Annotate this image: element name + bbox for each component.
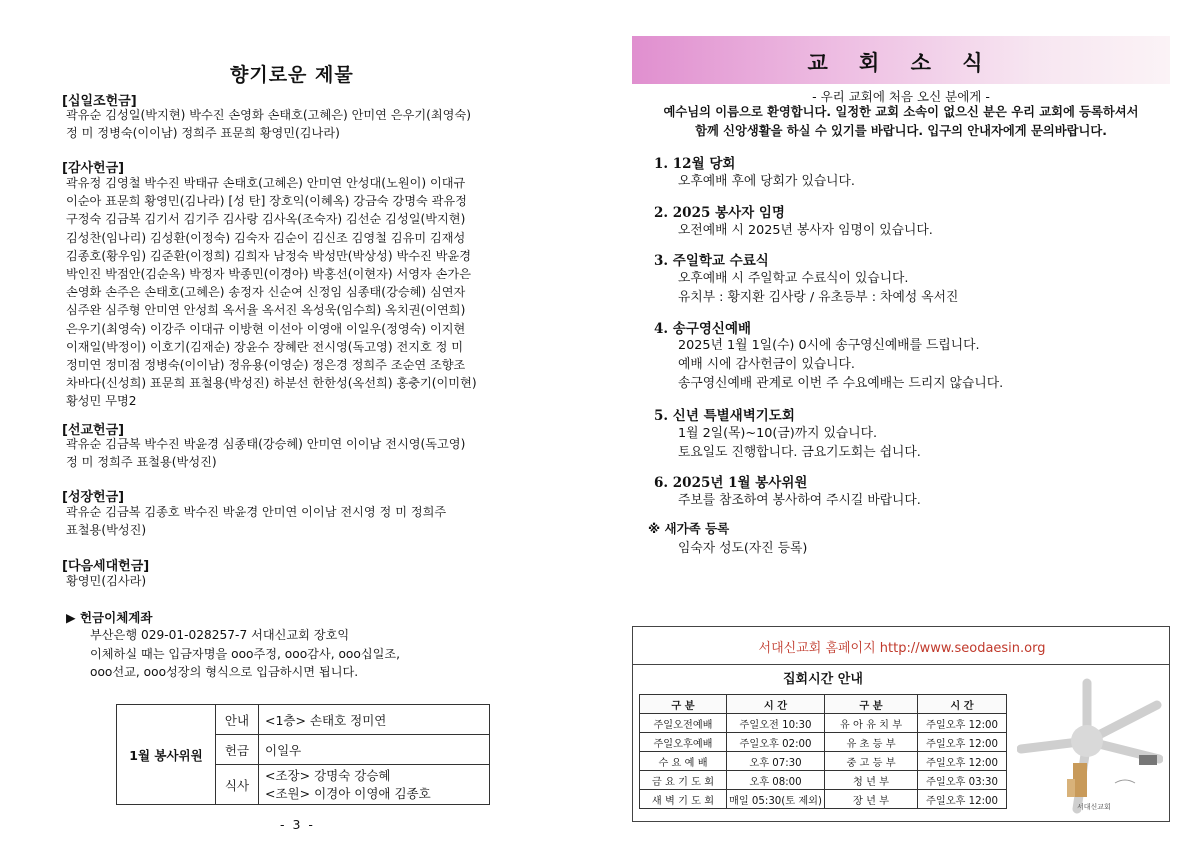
schedule-cell: 유 아 유 치 부 bbox=[825, 714, 918, 733]
volunteer-category: 헌금 bbox=[216, 735, 259, 765]
schedule-cell: 주일오전예배 bbox=[640, 714, 727, 733]
news-item-heading: 4. 송구영신예배 bbox=[654, 321, 752, 337]
news-item-body: 임숙자 성도(자진 등록) bbox=[678, 541, 808, 556]
news-item-heading: 1. 12월 당회 bbox=[654, 156, 736, 172]
volunteer-category: 식사 bbox=[216, 765, 259, 805]
page-number: - 3 - bbox=[280, 817, 315, 832]
volunteer-category: 안내 bbox=[216, 705, 259, 735]
schedule-cell: 주일오후 02:00 bbox=[727, 733, 825, 752]
welcome-message: 예수님의 이름으로 환영합니다. 일정한 교회 소속이 없으신 분은 우리 교회에 등록하셔서 함께 신앙생활을 하실 수 있기를 바랍니다. 입구의 안내자에게 문의바랍니다. bbox=[663, 105, 1139, 138]
schedule-header: 구 분 bbox=[640, 695, 727, 714]
thanks-heading: [감사헌금] bbox=[62, 161, 125, 176]
news-item-body: 2025년 1월 1일(수) 0시에 송구영신예배를 드립니다. 예배 시에 감사헌금이 있습니다. 송구영신예배 관계로 이번 주 수요예배는 드리지 않습니다. bbox=[678, 338, 1004, 391]
tithe-heading: [십일조헌금] bbox=[62, 94, 137, 109]
news-item-heading: 2. 2025 봉사자 임명 bbox=[654, 205, 785, 221]
schedule-cell: 주일오후예배 bbox=[640, 733, 727, 752]
schedule-header: 시 간 bbox=[918, 695, 1007, 714]
table-row bbox=[640, 733, 1007, 752]
growth-heading: [성장헌금] bbox=[62, 490, 125, 505]
schedule-cell: 주일오후 12:00 bbox=[918, 752, 1007, 771]
welcome-heading: - 우리 교회에 처음 오신 분에게 - bbox=[812, 89, 990, 104]
volunteer-names: <1층> 손태호 정미연 bbox=[259, 705, 490, 735]
offerings-title: 향기로운 제물 bbox=[230, 64, 354, 86]
divider bbox=[633, 664, 1169, 665]
growth-names: 곽유순 김금복 김종호 박수진 박윤경 안미연 이이남 전시영 정 미 정희주 표철용(박성진) bbox=[66, 505, 447, 538]
table-row bbox=[640, 790, 1007, 809]
news-item-body: 주보를 참조하여 봉사하여 주시길 바랍니다. bbox=[678, 493, 921, 508]
account-heading: ▶ 헌금이체계좌 bbox=[66, 610, 153, 625]
schedule-cell: 금 요 기 도 회 bbox=[640, 771, 727, 790]
schedule-cell: 청 년 부 bbox=[825, 771, 918, 790]
tithe-names: 곽유순 김성일(박지현) 박수진 손영화 손태호(고혜은) 안미연 은우기(최영숙) 정 미 정병숙(이이남) 정희주 표문희 황영민(김나라) bbox=[66, 108, 471, 141]
schedule-header: 구 분 bbox=[825, 695, 918, 714]
volunteer-names: 이일우 bbox=[259, 735, 490, 765]
schedule-cell: 주일오후 12:00 bbox=[918, 790, 1007, 809]
schedule-cell: 주일오후 12:00 bbox=[918, 733, 1007, 752]
schedule-cell: 주일오후 03:30 bbox=[918, 771, 1007, 790]
schedule-cell: 매일 05:30(토 제외) bbox=[727, 790, 825, 809]
schedule-cell: 오후 07:30 bbox=[727, 752, 825, 771]
volunteer-names: <조장> 강명숙 강승혜 <조원> 이경아 이영애 김종호 bbox=[259, 765, 490, 805]
mission-names: 곽유순 김금복 박수진 박윤경 심종태(강승혜) 안미연 이이남 전시영(독고영) 정 미 정희주 표철용(박성진) bbox=[66, 437, 466, 470]
news-item-heading: 3. 주일학교 수료식 bbox=[654, 253, 769, 269]
news-item-body: 1월 2일(목)~10(금)까지 있습니다. 토요일도 진행합니다. 금요기도회는 쉽니다. bbox=[678, 426, 921, 460]
schedule-cell: 주일오전 10:30 bbox=[727, 714, 825, 733]
news-banner bbox=[632, 36, 1170, 84]
mission-heading: [선교헌금] bbox=[62, 423, 125, 438]
schedule-cell: 수 요 예 배 bbox=[640, 752, 727, 771]
schedule-header: 시 간 bbox=[727, 695, 825, 714]
schedule-cell: 중 고 등 부 bbox=[825, 752, 918, 771]
schedule-cell: 주일오후 12:00 bbox=[918, 714, 1007, 733]
news-item-heading: 5. 신년 특별새벽기도회 bbox=[654, 408, 795, 424]
table-row bbox=[640, 714, 1007, 733]
schedule-title: 집회시간 안내 bbox=[783, 672, 863, 687]
volunteer-role: 1월 봉사위원 bbox=[117, 705, 216, 805]
schedule-cell: 새 벽 기 도 회 bbox=[640, 790, 727, 809]
church-location-map bbox=[1017, 675, 1163, 815]
news-item-heading: ※ 새가족 등록 bbox=[648, 521, 730, 536]
schedule-table bbox=[639, 694, 1007, 809]
homepage-link[interactable]: 서대신교회 홈페이지 http://www.seodaesin.org bbox=[758, 641, 1046, 656]
thanks-names: 곽유정 김영철 박수진 박태규 손태호(고혜은) 안미연 안성대(노원이) 이대규 이순아 표문희 황영민(김나라) [성 탄] 장호익(이혜옥) 강금숙 강명숙 곽유정 구정숙 김금복 김기서 김기주 김사랑 김사옥(조숙자) 김선순 김성일(박지현) 김성찬(임나리) 김성환(이정숙) 김숙자 김순이 김신조 김영철 김유미 김재성 김종호(황우임) 김준환(이정희) 김희자 남정숙 박성만(박상성) 박수진 박윤경 박인진 박점안(김순옥) 박정자 박종민(이경아) 박홍선(이현자) 서영자 손가은 손영화 손주은 손태호(고혜은) 송정자 신순여 신정임 심종태(강승혜) 심연자 심주완 심주형 안미연 안성희 옥서율 옥서진 옥성욱(임수희) 옥치권(이연희) 은우기(최영숙) 이강주 이대규 이방현 이선아 이영애 이일우(정영숙) 이지현 이재일(박정이) 이호기(김재순) 장윤수 장혜란 전시영(독고영) 전지호 정 미 정미연 정미점 정병숙(이이남) 정유용(이영순) 정은경 정희주 조순연 조향조 차바다(신성희) 표문희 표철용(박성진) 하분선 한한성(옥선희) 홍충기(이미현) 황성민 무명2 bbox=[66, 176, 477, 409]
schedule-cell: 장 년 부 bbox=[825, 790, 918, 809]
map-church-label: 서대신교회 bbox=[1077, 803, 1111, 811]
news-item-heading: 6. 2025년 1월 봉사위원 bbox=[654, 475, 808, 491]
account-info: 부산은행 029-01-028257-7 서대신교회 장호익 이체하실 때는 입금자명을 ooo주정, ooo감사, ooo십일조, ooo선교, ooo성장의 형식으로 입금하시면 됩니다. bbox=[90, 628, 401, 679]
nextgen-names: 황영민(김사라) bbox=[66, 574, 147, 588]
news-title: 교 회 소 식 bbox=[807, 50, 995, 75]
nextgen-heading: [다음세대헌금] bbox=[62, 559, 150, 574]
news-item-body: 오후예배 시 주일학교 수료식이 있습니다. 유치부 : 황지환 김사랑 / 유초등부 : 차예성 옥서진 bbox=[678, 271, 959, 305]
schedule-cell: 오후 08:00 bbox=[727, 771, 825, 790]
church-info-box bbox=[632, 626, 1170, 822]
news-item-body: 오전예배 시 2025년 봉사자 임명이 있습니다. bbox=[678, 223, 933, 238]
volunteer-table bbox=[116, 704, 490, 805]
news-item-body: 오후예배 후에 당회가 있습니다. bbox=[678, 174, 855, 189]
schedule-cell: 유 초 등 부 bbox=[825, 733, 918, 752]
table-row bbox=[640, 752, 1007, 771]
table-row bbox=[640, 771, 1007, 790]
